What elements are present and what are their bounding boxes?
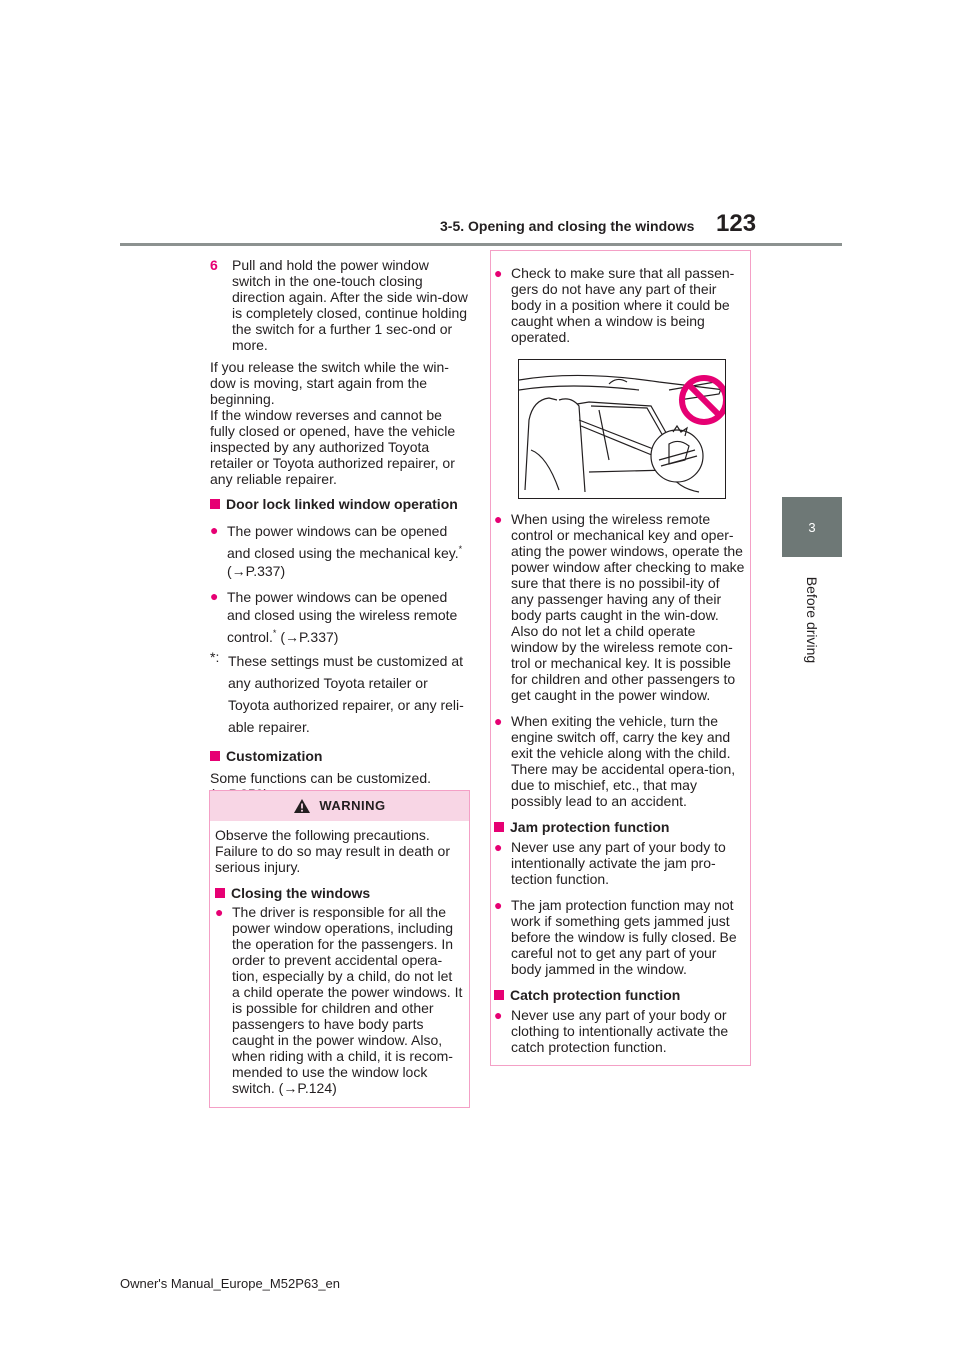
list-item: ● The jam protection function may not work if something gets jammed just before the window is fully closed. Be careful not to get any part of your body jammed in the window. bbox=[494, 897, 737, 977]
circle-bullet-icon: ● bbox=[494, 839, 503, 855]
square-bullet-icon bbox=[215, 888, 225, 898]
page-number: 123 bbox=[716, 210, 757, 237]
circle-bullet-icon: ● bbox=[210, 588, 219, 604]
jam-protection-heading: Jam protection function bbox=[494, 819, 745, 835]
page-reference: (→P.337) bbox=[227, 563, 286, 579]
page-reference: (→P.337) bbox=[280, 629, 339, 645]
square-bullet-icon bbox=[210, 499, 220, 509]
warning-title: WARNING bbox=[319, 798, 386, 813]
list-item: ● When exiting the vehicle, turn the engine switch off, carry the key and exit the vehicle along with the child. There may be accidental opera-tion, due to mischief, etc., that may possibly lead to an accident. bbox=[494, 713, 736, 809]
list-item: ● When using the wireless remote control or mechanical key and oper-ating the power windows, operate the power window after checking to make sure that there is no possibil-ity of any passenger having any of their body parts caught in the win-dow. Also do not let a child operate window by the wireless remote con-trol or mechanical key. It is possible for children and other passengers to get caught in the power window. bbox=[494, 511, 745, 703]
paragraph: If the window reverses and cannot be fully closed or opened, have the vehicle inspected by any authorized Toyota retailer or Toyota authorized repairer, or any reliable repairer. bbox=[210, 407, 456, 487]
warning-body bbox=[215, 827, 463, 1096]
paragraph: If you release the switch while the win-dow is moving, start again from the beginning. bbox=[210, 359, 449, 407]
customization-heading: Customization bbox=[210, 748, 468, 764]
list-item: ● Never use any part of your body or clothing to intentionally activate the catch protection function. bbox=[494, 1007, 729, 1055]
chapter-tab bbox=[782, 497, 842, 557]
list-item: ● Never use any part of your body to intentionally activate the jam pro-tection function. bbox=[494, 839, 726, 887]
warning-continued-body bbox=[494, 265, 745, 1055]
window-caution-illustration bbox=[518, 359, 726, 499]
closing-heading: Closing the windows bbox=[215, 885, 463, 901]
footer-text: Owner's Manual_Europe_M52P63_en bbox=[120, 1276, 341, 1291]
chapter-label-wrap bbox=[762, 570, 862, 670]
list-item: ● The power windows can be opened and closed using the wireless remote control.* (→P.337) bbox=[210, 588, 458, 645]
warning-triangle-icon bbox=[293, 798, 311, 814]
warning-intro: Observe the following precautions. Failure to do so may result in death or serious injury. bbox=[215, 827, 451, 875]
circle-bullet-icon: ● bbox=[210, 522, 219, 538]
step-number: 6 bbox=[210, 257, 218, 273]
warning-box bbox=[209, 790, 470, 1108]
step-6 bbox=[210, 257, 468, 353]
left-column bbox=[210, 257, 468, 802]
chapter-label: Before driving bbox=[804, 576, 820, 664]
header-rule bbox=[120, 243, 842, 246]
customization-text: Some functions can be customized. bbox=[210, 770, 432, 786]
circle-bullet-icon: ● bbox=[494, 511, 503, 527]
list-item: ● The driver is responsible for all the power window operations, including the operation for the passengers. In order to prevent accidental opera-tion, especially by a child, do not let a child operate the power windows. It is possible for children and other passengers to have body parts caught in the power window. Also, when riding with a child, it is recom-mended to use the window lock switch. (→P.124) bbox=[215, 904, 463, 1096]
circle-bullet-icon: ● bbox=[494, 265, 503, 281]
list-item: ● The power windows can be opened and closed using the mechanical key.* (→P.337) bbox=[210, 522, 463, 579]
door-lock-heading: Door lock linked window operation bbox=[210, 496, 468, 512]
circle-bullet-icon: ● bbox=[494, 1007, 503, 1023]
warning-header bbox=[210, 791, 469, 821]
circle-bullet-icon: ● bbox=[494, 897, 503, 913]
footnote bbox=[210, 650, 468, 738]
warning-continued-box bbox=[490, 250, 751, 1066]
square-bullet-icon bbox=[494, 822, 504, 832]
list-item: ● Check to make sure that all passen-gers do not have any part of their body in a position where it could be caught when a window is being operated. bbox=[494, 265, 735, 345]
circle-bullet-icon: ● bbox=[215, 904, 224, 920]
step-6-text: Pull and hold the power window switch in the one-touch closing direction again. After the side win-dow is completely closed, continue holding the switch for a further 1 sec-ond or more. bbox=[232, 257, 468, 353]
square-bullet-icon bbox=[494, 990, 504, 1000]
footnote-text: These settings must be customized at any authorized Toyota retailer or Toyota authorized repairer, or any reli-able repairer. bbox=[228, 653, 464, 735]
footnote-marker: *: bbox=[210, 649, 220, 665]
catch-protection-heading: Catch protection function bbox=[494, 987, 745, 1003]
square-bullet-icon bbox=[210, 751, 220, 761]
circle-bullet-icon: ● bbox=[494, 713, 503, 729]
chapter-number: 3 bbox=[808, 519, 816, 535]
section-title: 3-5. Opening and closing the windows bbox=[440, 218, 695, 234]
